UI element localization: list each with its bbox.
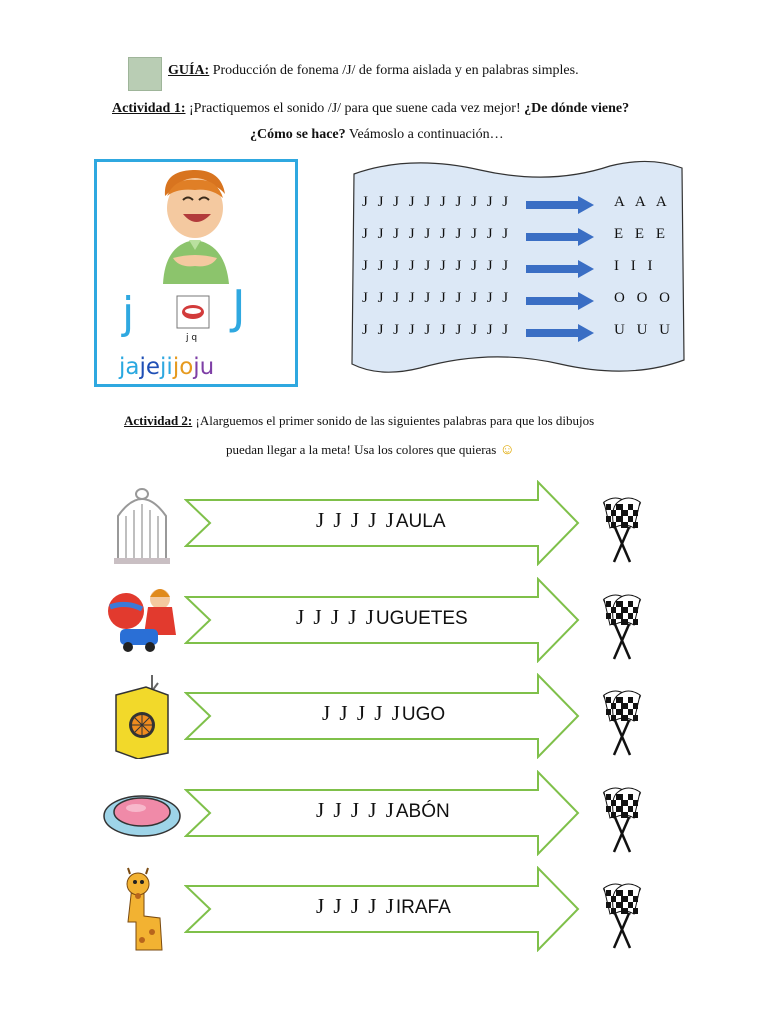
smiley-icon: ☺ <box>499 442 515 458</box>
word-rest: ABÓN <box>395 801 450 822</box>
word-prefix: J J J J J <box>316 894 396 918</box>
activity2-text2: puedan llegar a la meta! Usa los colores que quieras <box>226 442 500 457</box>
activity2-line1 <box>124 413 594 429</box>
activity1-text: ¡Practiquemos el sonido /J/ para que suene cada vez mejor! <box>185 101 525 116</box>
syllables-row <box>119 354 214 380</box>
syllable-ju: ju <box>193 354 215 380</box>
activity1-line1 <box>112 101 629 117</box>
activity1-question2: ¿Cómo se hace? <box>250 127 346 142</box>
activity1-line2 <box>250 127 504 143</box>
right-arrow-icon <box>526 196 594 214</box>
word-prefix: J J J J J <box>316 798 396 822</box>
guide-title <box>168 63 579 79</box>
word-label <box>316 894 451 919</box>
school-logo <box>128 57 162 91</box>
activity2-line2 <box>226 442 515 459</box>
practice-j-row: J J J J J J J J J J <box>362 194 512 210</box>
practice-j-row: J J J J J J J J J J <box>362 290 512 306</box>
activity2-label: Actividad 2: <box>124 413 193 428</box>
practice-vowel: U U U <box>614 322 674 338</box>
practice-j-row: J J J J J J J J J J <box>362 226 512 242</box>
word-prefix: J J J J J <box>322 701 402 725</box>
uppercase-j: J <box>232 280 246 334</box>
practice-vowel: E E E <box>614 226 669 242</box>
syllable-ji: ji <box>160 354 173 380</box>
checkered-flags-icon <box>586 878 664 955</box>
syllable-jo: jo <box>172 354 194 380</box>
guia-label: GUÍA: <box>168 63 210 78</box>
checkered-flags-icon <box>586 492 664 569</box>
giraffe-icon <box>102 866 182 957</box>
activity1-question1: ¿De dónde viene? <box>524 101 630 116</box>
word-prefix: J J J J J <box>316 508 396 532</box>
activity1-text2: Veámoslo a continuación… <box>345 127 504 142</box>
checkered-flags-icon <box>586 782 664 859</box>
sign-label: j q <box>186 333 198 343</box>
right-arrow-icon <box>526 228 594 246</box>
word-label <box>322 701 445 726</box>
practice-vowel: O O O <box>614 290 674 306</box>
lowercase-j: j <box>122 288 135 339</box>
mouth-sign-icon <box>176 295 210 329</box>
juice-box-icon <box>102 673 182 764</box>
birdcage-icon <box>102 480 182 571</box>
checkered-flags-icon <box>586 589 664 666</box>
practice-j-row: J J J J J J J J J J <box>362 258 512 274</box>
guia-text: Producción de fonema /J/ de forma aislada y en palabras simples. <box>209 63 579 78</box>
soap-icon <box>102 770 182 861</box>
right-arrow-icon <box>526 324 594 342</box>
syllable-ja: ja <box>119 354 140 380</box>
syllable-je: je <box>139 354 161 380</box>
word-prefix: J J J J J <box>296 605 376 629</box>
laughing-boy-icon <box>155 166 235 284</box>
word-rest: UGUETES <box>375 608 468 629</box>
practice-vowel: A A A <box>614 194 671 210</box>
right-arrow-icon <box>526 292 594 310</box>
practice-vowel: I I I <box>614 258 657 274</box>
checkered-flags-icon <box>586 685 664 762</box>
practice-j-row: J J J J J J J J J J <box>362 322 512 338</box>
word-label <box>316 798 450 823</box>
toys-icon <box>102 577 182 668</box>
word-rest: UGO <box>401 704 446 725</box>
right-arrow-icon <box>526 260 594 278</box>
word-rest: AULA <box>395 511 446 532</box>
word-label <box>296 605 468 630</box>
activity2-text: ¡Alarguemos el primer sonido de las siguientes palabras para que los dibujos <box>192 413 595 428</box>
word-rest: IRAFA <box>395 897 451 918</box>
word-label <box>316 508 446 533</box>
activity1-label: Actividad 1: <box>112 101 186 116</box>
